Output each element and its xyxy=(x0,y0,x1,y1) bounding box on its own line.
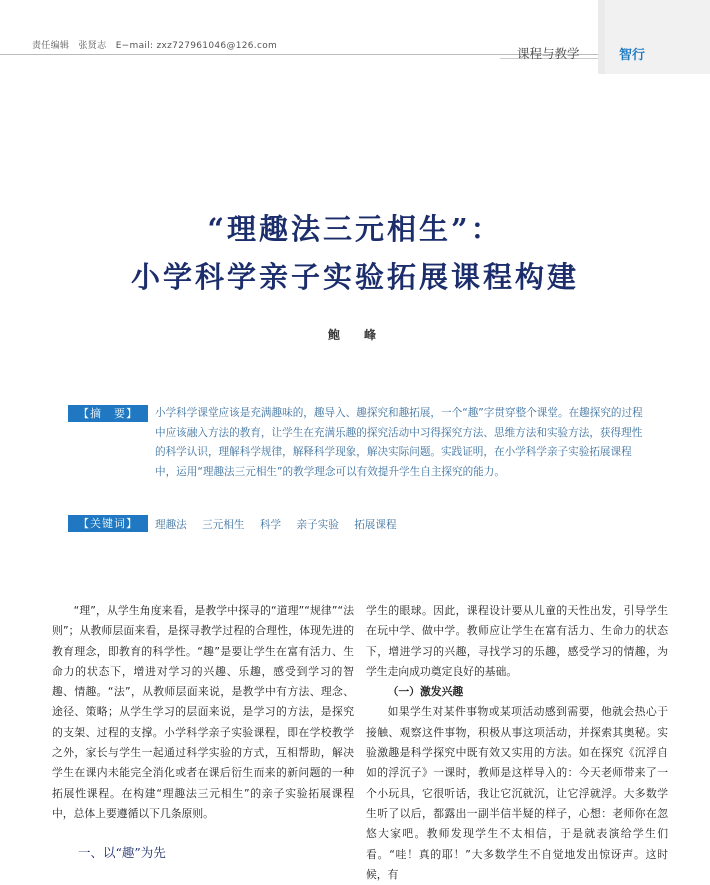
column-name: 智行 xyxy=(619,48,646,63)
section-name: 课程与教学 xyxy=(517,46,580,61)
section-heading: 一、以“趣”为先 xyxy=(78,845,166,860)
editor-info: 责任编辑 张贤志 E−mail: zxz727961046@126.com xyxy=(32,41,278,51)
article-title-line1: “理趣法三元相生”： xyxy=(207,212,503,246)
author: 鲍 峰 xyxy=(327,328,382,342)
keywords-list xyxy=(155,517,409,532)
keyword: 理趣法 xyxy=(155,519,187,531)
abstract-text: 小学科学课堂应该是充满趣味的，趣导入、趣探究和趣拓展，一个“趣”字贯穿整个课堂。在趣探究的过程中应该融入方法的教育，让学生在充满乐趣的探究活动中习得探究方法、思维方法和实验方法，获得理性的科学认识，理解科学规律，解释科学现象，解决实际问题。实践证明，在小学科学亲子实验拓展课程中，运用“理趣法三元相生”的教学理念可以有效提升学生自主探究的能力。 xyxy=(155,407,643,478)
body-column-left xyxy=(52,601,354,824)
keyword: 亲子实验 xyxy=(296,519,339,531)
keyword: 三元相生 xyxy=(202,519,245,531)
keyword: 拓展课程 xyxy=(354,519,397,531)
keywords-label: 【关键词】 xyxy=(68,515,148,532)
abstract-label: 【摘 要】 xyxy=(68,405,148,422)
header-rule xyxy=(0,54,598,55)
body-paragraph: “理”，从学生角度来看，是教学中探寻的“道理”“规律”“法则”；从教师层面来看，是探寻教学过程的合理性，体现先进的教育理念，即教育的科学性。“趣”是要让学生在富有活力、生命力的状态下，增进对学习的兴趣、乐趣，感受到学习的智趣、情趣。“法”，从教师层面来说，是教学中有方法、理念、途径、策略；从学生学习的层面来说，是学习的方法，是探究的支架、过程的支撑。小学科学亲子实验课程，即在学校教学之外，家长与学生一起通过科学实验的方式，互相帮助，解决学生在课内未能完全消化或者在课后衍生而来的新问题的一种拓展性课程。在构建“理趣法三元相生”的亲子实验拓展课程中，总体上要遵循以下几条原则。 xyxy=(52,604,354,820)
keyword: 科学 xyxy=(259,519,282,531)
body-paragraph: 学生的眼球。因此，课程设计要从儿童的天性出发，引导学生在玩中学、做中学。教师应让学生在富有活力、生命力的状态下，增进学习的兴趣，寻找学习的乐趣，感受学习的情趣，为学生走向成功奠定良好的基础。 xyxy=(366,604,668,678)
sub-heading: （一）激发兴趣 xyxy=(387,685,464,699)
article-title-line2: 小学科学亲子实验拓展课程构建 xyxy=(130,260,579,294)
body-column-right xyxy=(366,601,668,885)
body-paragraph: 如果学生对某件事物或某项活动感到需要，他就会热心于接触、观察这件事物，积极从事这项活动，并探索其奥秘。实验激趣是科学探究中既有效又实用的方法。如在探究《沉浮自如的浮沉子》一课时，教师是这样导入的：今天老师带来了一个小玩具，它很听话，我让它沉就沉，让它浮就浮。大多数学生听了以后，都露出一副半信半疑的样子，心想：老师你在忽悠大家吧。教师发现学生不太相信，于是就表演给学生们看。“哇！真的耶！”大多数学生不自觉地发出惊讶声。这时候，有 xyxy=(366,705,668,881)
